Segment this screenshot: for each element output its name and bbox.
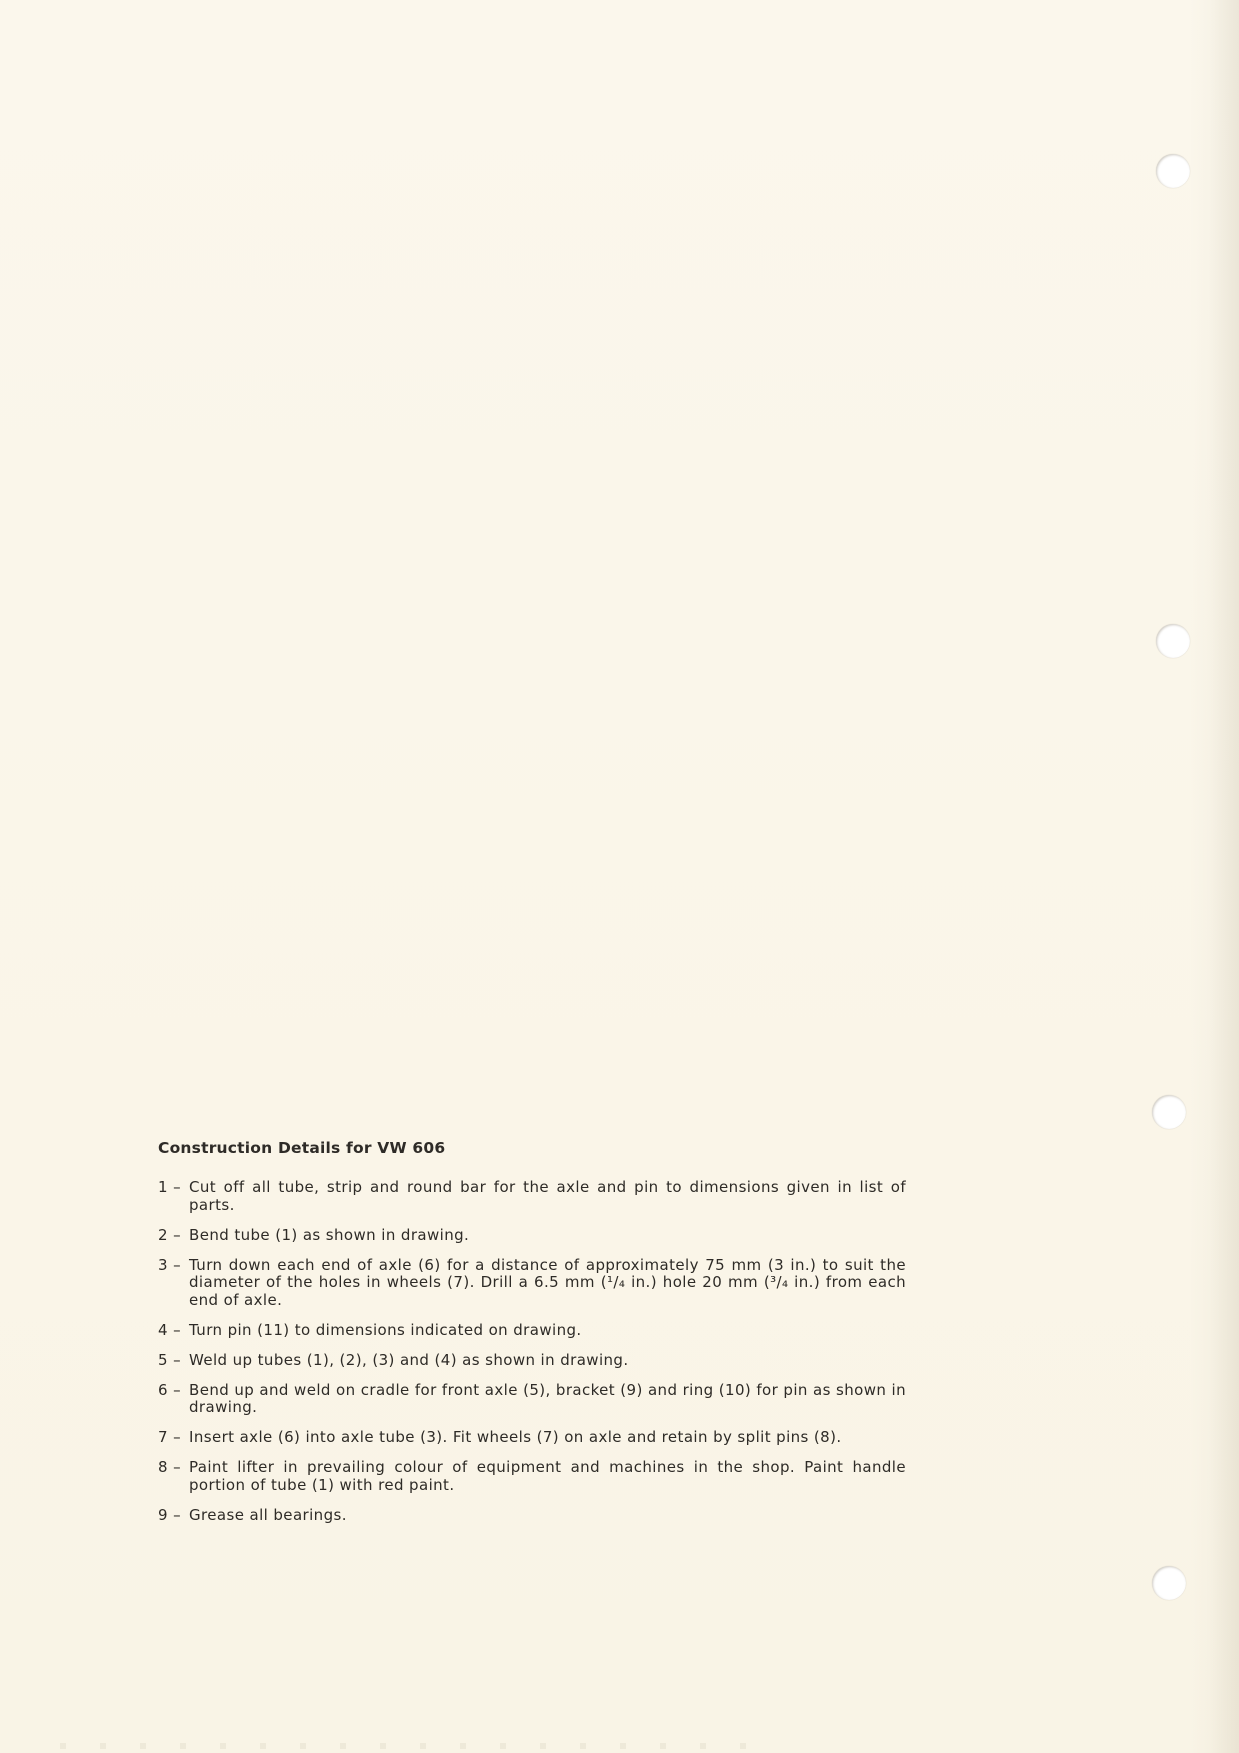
punch-hole: [1156, 154, 1190, 188]
punch-hole: [1152, 1095, 1186, 1129]
step-number: 4 –: [158, 1320, 182, 1339]
step-number: 6 –: [158, 1380, 182, 1399]
step-number: 2 –: [158, 1225, 182, 1244]
step-number: 3 –: [158, 1255, 182, 1274]
step-number: 8 –: [158, 1458, 182, 1476]
steps-list: [158, 1179, 906, 1524]
step-item: [158, 1257, 906, 1310]
step-item: [158, 1429, 906, 1447]
step-item: [158, 1179, 906, 1214]
section-heading: Construction Details for VW 606: [158, 1139, 446, 1157]
step-text: Cut off all tube, strip and round bar for the axle and pin to dimensions given in list of parts.: [189, 1178, 906, 1214]
step-number: 9 –: [158, 1505, 182, 1524]
step-number: 7 –: [158, 1428, 182, 1446]
step-text: Paint lifter in prevailing colour of equipment and machines in the shop. Paint handle portion of tube (1) with red paint.: [189, 1458, 906, 1494]
step-text: Bend up and weld on cradle for front axle (5), bracket (9) and ring (10) for pin as shown in drawing.: [189, 1380, 906, 1416]
step-item: [158, 1322, 906, 1340]
step-text: Bend tube (1) as shown in drawing.: [189, 1225, 470, 1244]
step-item: [158, 1352, 906, 1370]
step-item: [158, 1227, 906, 1245]
step-item: [158, 1382, 906, 1417]
step-item: [158, 1459, 906, 1494]
step-number: 1 –: [158, 1178, 182, 1196]
punch-hole: [1152, 1566, 1186, 1600]
step-text: Grease all bearings.: [189, 1505, 347, 1524]
paper-edge-shading: [1209, 0, 1239, 1753]
step-text: Turn pin (11) to dimensions indicated on drawing.: [189, 1320, 582, 1339]
punch-hole: [1156, 624, 1190, 658]
step-number: 5 –: [158, 1350, 182, 1369]
step-item: [158, 1507, 906, 1525]
construction-details-section: [158, 1139, 906, 1537]
step-text: Insert axle (6) into axle tube (3). Fit wheels (7) on axle and retain by split pins (8).: [189, 1428, 842, 1446]
paper-specks: [60, 1743, 760, 1749]
step-text: Weld up tubes (1), (2), (3) and (4) as shown in drawing.: [189, 1350, 629, 1369]
step-text: Turn down each end of axle (6) for a distance of approximately 75 mm (3 in.) to suit the diameter of the holes in wheels (7). Drill a 6.5 mm (¹/₄ in.) hole 20 mm (³/₄ in.) from each end of axle.: [189, 1255, 906, 1309]
